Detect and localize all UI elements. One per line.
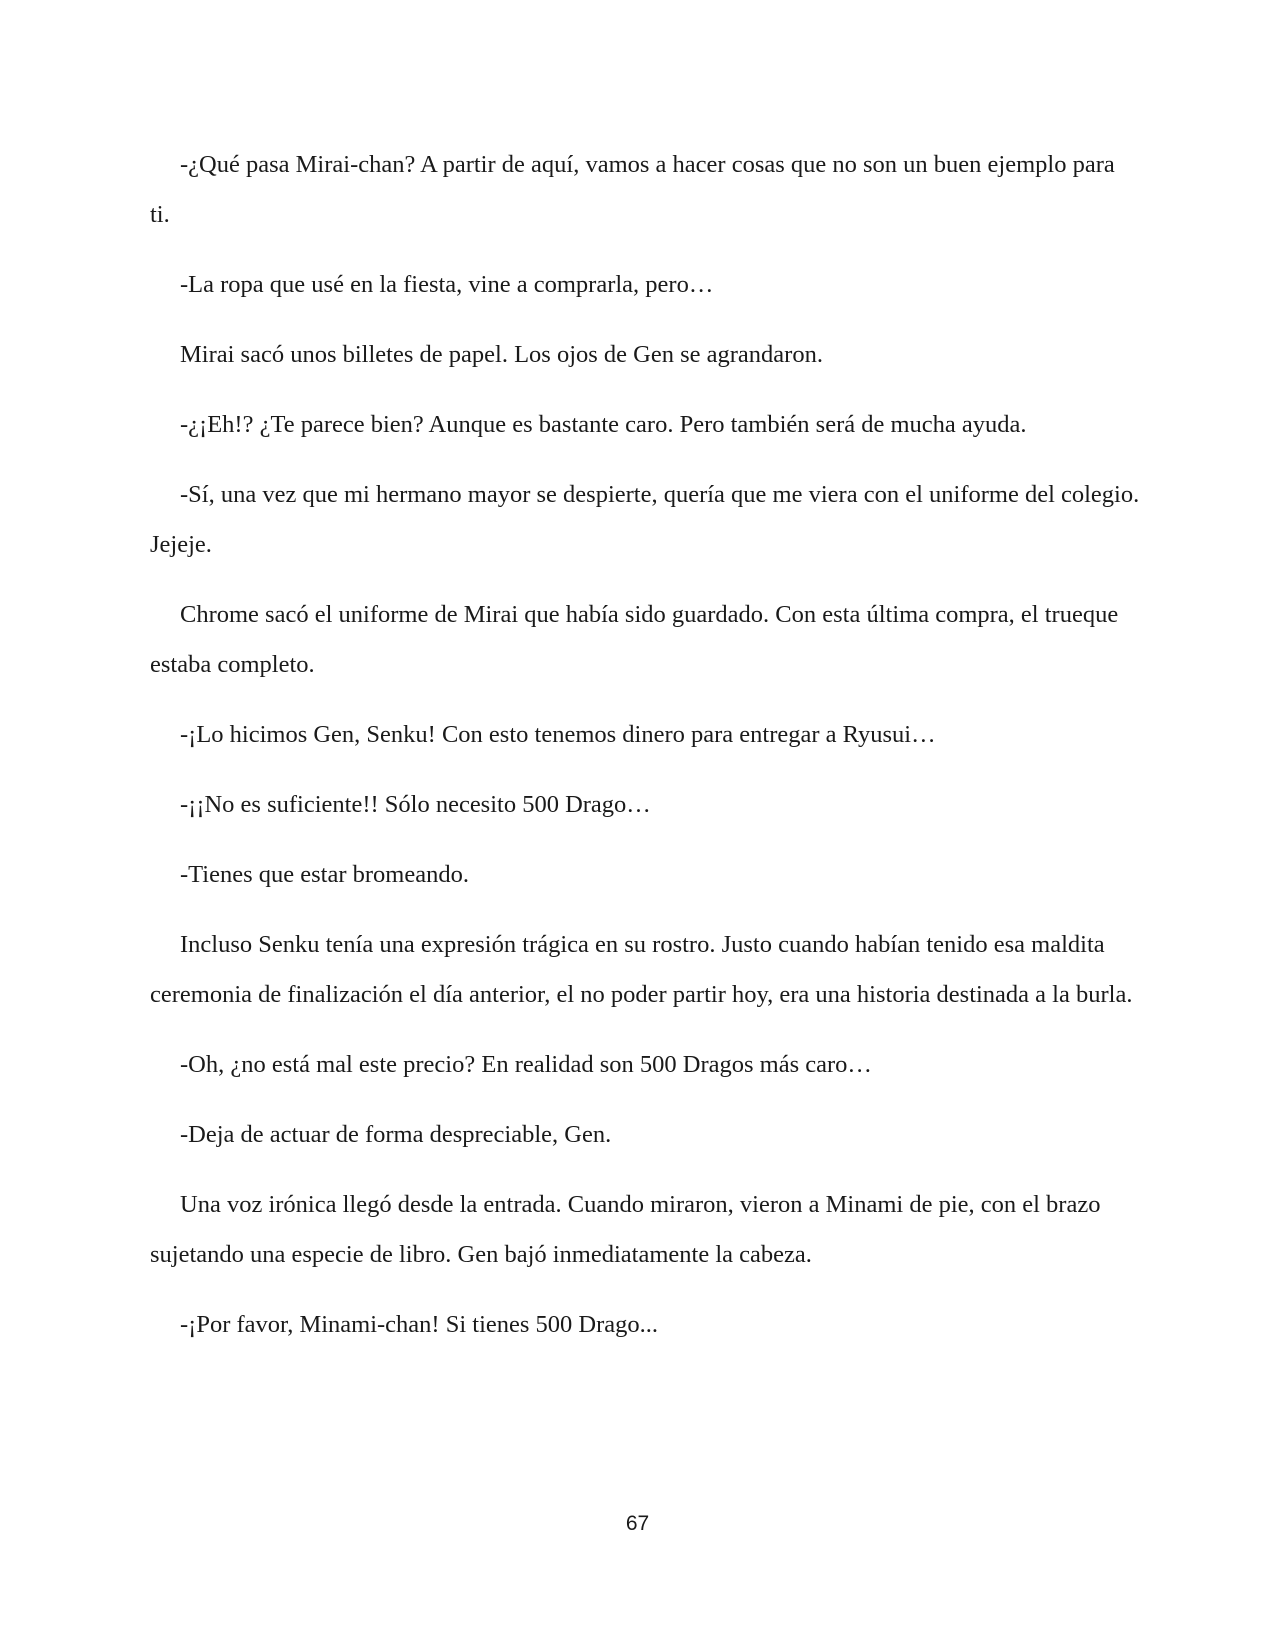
paragraph: Incluso Senku tenía una expresión trágica en su rostro. Justo cuando habían tenido esa maldita ceremonia de finalización el día anterior, el no poder partir hoy, era una historia destinada a la burla. [150,931,1133,1008]
page-number: 67 [625,1512,650,1535]
paragraph: -Deja de actuar de forma despreciable, Gen. [180,1121,612,1148]
paragraph: -Tienes que estar bromeando. [180,861,469,888]
paragraph: -Oh, ¿no está mal este precio? En realidad son 500 Dragos más caro… [180,1051,872,1078]
body-text [150,140,1140,1370]
paragraph: -La ropa que usé en la fiesta, vine a comprarla, pero… [180,271,714,298]
paragraph: Chrome sacó el uniforme de Mirai que había sido guardado. Con esta última compra, el trueque estaba completo. [150,601,1119,678]
paragraph: -¡Por favor, Minami-chan! Si tienes 500 Drago... [180,1311,659,1338]
paragraph: -¡Lo hicimos Gen, Senku! Con esto tenemos dinero para entregar a Ryusui… [180,721,936,748]
paragraph: -¡¡No es suficiente!! Sólo necesito 500 Drago… [180,791,651,818]
paragraph: Una voz irónica llegó desde la entrada. Cuando miraron, vieron a Minami de pie, con el brazo sujetando una especie de libro. Gen bajó inmediatamente la cabeza. [150,1191,1101,1268]
paragraph: -¿¡Eh!? ¿Te parece bien? Aunque es bastante caro. Pero también será de mucha ayuda. [180,411,1027,438]
paragraph: Mirai sacó unos billetes de papel. Los ojos de Gen se agrandaron. [180,341,823,368]
paragraph: -¿Qué pasa Mirai-chan? A partir de aquí, vamos a hacer cosas que no son un buen ejemplo para ti. [150,151,1115,228]
paragraph: -Sí, una vez que mi hermano mayor se despierte, quería que me viera con el uniforme del colegio. Jejeje. [150,481,1140,558]
